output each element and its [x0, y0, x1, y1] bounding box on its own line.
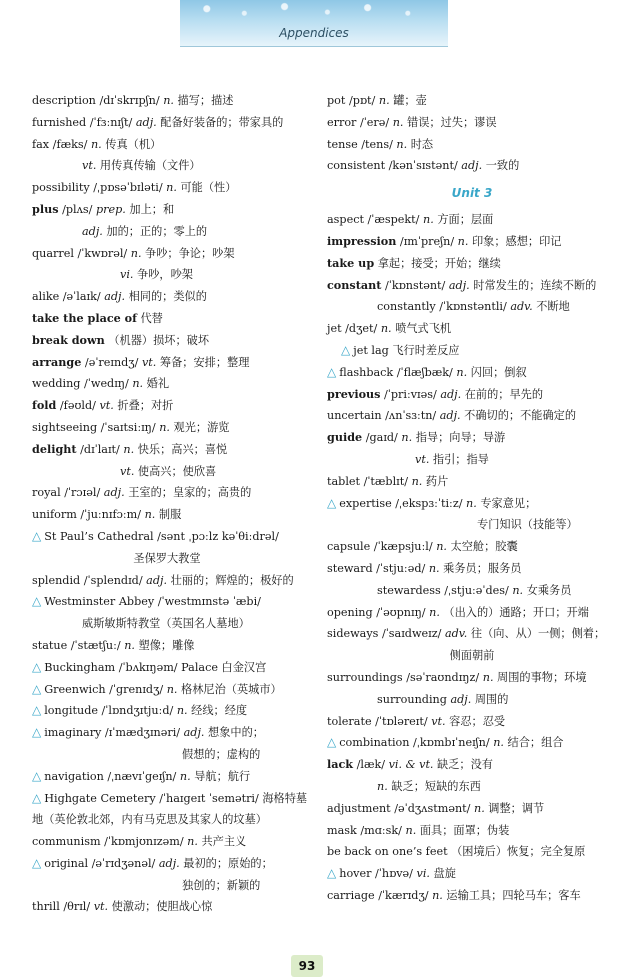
vocab-entry: [32, 352, 302, 374]
headword: be back on one’s feet: [327, 845, 448, 859]
part-of-speech: n.: [377, 779, 388, 793]
vocab-entry: [32, 155, 302, 177]
definition: 想象中的；: [204, 726, 264, 740]
headword: adjustment /əˈdʒʌstmənt/: [327, 801, 474, 815]
vocab-entry: [32, 286, 302, 308]
definition: 最初的；原始的；: [179, 856, 273, 870]
headword: mask /mɑːsk/: [327, 823, 406, 837]
vocab-entry: [32, 199, 302, 221]
vocab-entry: [32, 221, 302, 243]
headword: sideways /ˈsaɪdweɪz/: [327, 627, 445, 641]
headword: possibility /ˌpɒsəˈbɪləti/: [32, 181, 167, 195]
headword: tablet /ˈtæblɪt/: [327, 474, 412, 488]
phonetic: /ɪmˈpreʃn/: [396, 234, 458, 248]
headword: St Paul’s Cathedral /sənt ˌpɔːlz kəˈθiːdrəl/: [44, 529, 279, 543]
definition: 制服: [155, 508, 182, 522]
part-of-speech: n.: [401, 431, 413, 445]
definition: 使高兴；使欣喜: [134, 464, 217, 478]
headword: guide: [327, 430, 363, 445]
part-of-speech: adj.: [461, 159, 483, 173]
vocab-entry: [327, 253, 617, 275]
definition: 一致的: [482, 159, 520, 173]
definition: 假想的；虚构的: [182, 747, 261, 761]
part-of-speech: n.: [466, 496, 477, 510]
part-of-speech: adj.: [450, 692, 472, 706]
definition: 专家意见；: [476, 496, 537, 510]
right-column: [327, 90, 617, 907]
vocab-entry: [327, 732, 617, 754]
definition: 印象；感想；印记: [468, 234, 562, 248]
definition: 周围的: [471, 692, 509, 706]
definition: 争吵；争论；吵架: [141, 246, 235, 260]
vocab-entry: [32, 264, 302, 286]
optional-word-triangle-icon: △: [32, 703, 42, 718]
vocab-entry: [32, 570, 302, 592]
part-of-speech: n.: [432, 888, 443, 902]
part-of-speech: n.: [90, 137, 102, 151]
headword: fax /fæks/: [32, 137, 91, 151]
definition: 可能（性）: [176, 181, 237, 195]
part-of-speech: n.: [482, 670, 494, 684]
headword: quarrel /ˈkwɒrəl/: [32, 246, 131, 260]
headword: consistent /kənˈsɪstənt/: [327, 159, 462, 173]
definition: 相同的；类似的: [125, 290, 207, 304]
vocab-entry: [327, 558, 617, 580]
vocab-entry: [327, 711, 617, 733]
vocab-entry: [32, 112, 302, 134]
part-of-speech: n.: [176, 704, 188, 718]
headword: wedding /ˈwedɪŋ/: [32, 377, 133, 391]
definition: 导航；航行: [190, 769, 251, 783]
unit-heading: Unit 3: [451, 186, 493, 201]
headword: steward /ˈstjuːəd/: [327, 561, 429, 575]
definition: 经线；经度: [187, 704, 248, 718]
vocab-entry: [32, 875, 302, 897]
vocab-entry: [327, 623, 617, 645]
part-of-speech: n.: [457, 234, 469, 248]
part-of-speech: n.: [144, 508, 156, 522]
definition: 侧面朝前: [449, 649, 495, 663]
vocab-entry: [327, 885, 617, 907]
vocab-entry: [327, 90, 617, 112]
headword: aspect /ˈæspekt/: [327, 213, 423, 227]
definition: 塑像；雕像: [134, 638, 195, 652]
part-of-speech: vt.: [120, 464, 135, 478]
part-of-speech: n.: [512, 583, 524, 597]
part-of-speech: n.: [456, 365, 468, 379]
vocab-entry: [327, 580, 617, 602]
optional-word-triangle-icon: △: [32, 725, 42, 740]
vocab-entry: [32, 896, 302, 918]
vocab-entry: [32, 831, 302, 853]
vocab-entry: [32, 395, 302, 417]
headword: capsule /ˈkæpsjuːl/: [327, 540, 437, 554]
vocab-entry: [327, 209, 617, 231]
vocab-entry: [32, 308, 302, 330]
vocab-entry: [327, 384, 617, 406]
vocab-entry: [32, 134, 302, 156]
left-column: [32, 90, 308, 918]
definition: 王室的；皇家的；高贵的: [124, 486, 252, 500]
vocab-entry: [32, 766, 302, 788]
definition: 女乘务员: [523, 583, 572, 597]
headword: splendid /ˈsplendɪd/: [32, 573, 147, 587]
headword: uncertain /ʌnˈsɜːtn/: [327, 409, 440, 423]
vocab-entry: [327, 296, 617, 318]
headword: impression: [327, 233, 397, 248]
definition: 往（向、从）一侧；侧着；: [467, 627, 606, 641]
headword: carriage /ˈkærɪdʒ/: [327, 888, 433, 902]
definition: 威斯敏斯特教堂（英国名人墓地）: [82, 617, 250, 631]
definition: 运输工具；四轮马车；客车: [442, 888, 581, 902]
definition: 专门知识（技能等）: [477, 518, 578, 532]
vocab-entry: [32, 504, 302, 526]
part-of-speech: n.: [411, 474, 423, 488]
definition: （机器）损坏；破坏: [104, 333, 210, 347]
vocab-entry: [327, 155, 617, 177]
phonetic: /gaɪd/: [362, 431, 402, 445]
definition: 不断地: [532, 300, 570, 314]
headword: flashback /ˈflæʃbæk/: [339, 365, 457, 379]
part-of-speech: adj.: [135, 115, 157, 129]
part-of-speech: vt.: [141, 355, 157, 369]
definition: 周围的事物；环境: [493, 670, 587, 684]
headword: error /ˈerə/: [327, 115, 393, 129]
headword: uniform /ˈjuːnɪfɔːm/: [32, 508, 145, 522]
headword: jet lag: [353, 343, 389, 357]
part-of-speech: vt.: [431, 714, 446, 728]
part-of-speech: n.: [378, 94, 390, 107]
definition: 圣保罗大教堂: [133, 551, 201, 565]
headword: sightseeing /ˈsaɪtsiːɪŋ/: [32, 420, 160, 434]
headword: communism /ˈkɒmjʊnɪzəm/: [32, 835, 188, 849]
part-of-speech: n.: [380, 322, 392, 336]
vocab-entry: [32, 591, 302, 613]
definition: 快乐；高兴；喜悦: [134, 442, 228, 456]
part-of-speech: adj.: [448, 278, 470, 292]
vocab-entry: [327, 514, 617, 536]
part-of-speech: n.: [473, 801, 485, 815]
vocab-entry: [32, 417, 302, 439]
phonetic: /læk/: [353, 758, 389, 772]
headword: longitude /ˈlɒndʒɪtjuːd/: [44, 704, 177, 718]
vocab-entry: [32, 613, 302, 635]
phonetic: /əˈreɪndʒ/: [81, 355, 142, 369]
part-of-speech: n.: [428, 561, 440, 575]
optional-word-triangle-icon: △: [327, 735, 337, 750]
vocab-entry: [32, 243, 302, 265]
vocab-entry: [327, 340, 617, 362]
part-of-speech: adv.: [444, 627, 468, 641]
vocab-entry: [327, 275, 617, 297]
headword: constantly /ˈkɒnstəntli/: [377, 300, 511, 314]
part-of-speech: vi.: [416, 867, 430, 881]
definition: 盘旋: [429, 867, 456, 881]
vocab-entry: [32, 526, 302, 548]
part-of-speech: adj.: [158, 856, 180, 870]
definition: 用传真传输（文件）: [96, 159, 201, 173]
vocab-entry: [32, 482, 302, 504]
part-of-speech: n.: [187, 835, 198, 849]
headword: royal /ˈrɔɪəl/: [32, 486, 104, 500]
phonetic: /ˈkɒnstənt/: [381, 278, 449, 292]
headword: alike /əˈlaɪk/: [32, 290, 105, 304]
part-of-speech: n.: [123, 442, 135, 456]
definition: 缺乏；没有: [433, 758, 493, 772]
phonetic: /ˈpriːvɪəs/: [380, 387, 441, 401]
vocab-entry: [327, 863, 617, 885]
optional-word-triangle-icon: △: [32, 768, 42, 783]
definition: 观光；游览: [169, 420, 230, 434]
part-of-speech: n.: [166, 682, 178, 696]
headword: Highgate Cemetery /ˈhaɪgeɪt ˈsemətri/: [44, 791, 259, 805]
headword: plus: [32, 201, 59, 216]
definition: 描写；描述: [173, 94, 234, 107]
definition: 婚礼: [143, 377, 170, 391]
definition: 独创的；新颖的: [182, 878, 261, 892]
headword: surroundings /səˈraʊndɪŋz/: [327, 670, 483, 684]
headword: take the place of: [32, 310, 137, 325]
definition: 折叠；对折: [113, 399, 174, 413]
vocab-entry: [327, 449, 617, 471]
optional-word-triangle-icon: △: [341, 342, 351, 357]
definition: 加的；正的；零上的: [102, 224, 208, 238]
definition: 海格特墓: [258, 791, 308, 805]
headword: statue /ˈstætʃuː/: [32, 638, 125, 652]
definition: 共产主义: [197, 835, 247, 849]
vocab-entry: [327, 602, 617, 624]
vocab-entry: [32, 90, 302, 112]
right-column-top: [327, 90, 617, 177]
definition: 闪回；倒叙: [467, 365, 527, 379]
vocab-entry: [327, 493, 617, 515]
headword: previous: [327, 386, 381, 401]
definition: 在前的；早先的: [461, 387, 544, 401]
part-of-speech: n.: [493, 736, 504, 750]
vocab-entry: [32, 788, 308, 810]
headword: opening /ˈəʊpnɪŋ/: [327, 605, 430, 619]
vocab-entry: [327, 536, 617, 558]
part-of-speech: adj.: [104, 290, 126, 304]
part-of-speech: vt.: [93, 900, 109, 914]
optional-word-triangle-icon: △: [327, 364, 337, 379]
headword: Buckingham /ˈbʌkɪŋəm/ Palace: [44, 660, 218, 674]
definition: 拿起；接受；开始；继续: [374, 256, 501, 270]
part-of-speech: n.: [179, 769, 191, 783]
headword: constant: [327, 277, 382, 292]
part-of-speech: n.: [163, 94, 174, 107]
right-column-bottom: [327, 209, 617, 907]
vocab-entry: [327, 689, 617, 711]
header-title: Appendices: [279, 26, 349, 40]
headword: tolerate /ˈtɒləreɪt/: [327, 714, 432, 728]
vocab-entry: [32, 635, 302, 657]
part-of-speech: n.: [436, 540, 447, 554]
optional-word-triangle-icon: △: [32, 528, 42, 543]
part-of-speech: vt.: [415, 452, 430, 466]
vocab-entry: [32, 461, 302, 483]
vocab-entry: [327, 667, 617, 689]
water-drops-decoration: [180, 0, 448, 22]
definition: 使激动；使胆战心惊: [108, 900, 213, 914]
part-of-speech: adj.: [440, 387, 462, 401]
definition: 格林尼治（英城市）: [177, 682, 282, 696]
headword: Westminster Abbey /ˈwestmɪnstə ˈæbi/: [44, 595, 261, 609]
definition: 太空舱；胶囊: [446, 540, 518, 554]
definition: 方面；层面: [433, 213, 494, 227]
headword: navigation /ˌnævɪˈgeɪʃn/: [44, 769, 180, 783]
part-of-speech: n.: [423, 213, 434, 227]
headword: lack: [327, 757, 354, 772]
phonetic: /fəʊld/: [56, 399, 100, 413]
part-of-speech: adj.: [103, 486, 125, 500]
optional-word-triangle-icon: △: [32, 790, 42, 805]
headword: fold: [32, 398, 57, 413]
definition: 时常发生的；连续不断的: [469, 278, 597, 292]
vocab-entry: [32, 853, 302, 875]
page-number: 93: [291, 955, 323, 977]
headword: pot /pɒt/: [327, 94, 379, 107]
definition: 争吵，吵架: [133, 268, 193, 282]
part-of-speech: vi. & vt.: [388, 758, 434, 772]
part-of-speech: n.: [130, 246, 142, 260]
vocab-entry: [32, 330, 302, 352]
vocab-entry: [32, 722, 302, 744]
optional-word-triangle-icon: △: [327, 866, 337, 881]
definition: 加上；和: [125, 202, 175, 216]
part-of-speech: n.: [159, 420, 170, 434]
headword: tense /tens/: [327, 137, 397, 151]
headword: combination /ˌkɒmbɪˈneɪʃn/: [339, 736, 494, 750]
vocab-entry: [32, 809, 302, 831]
vocab-entry: [327, 754, 617, 776]
optional-word-triangle-icon: △: [32, 855, 42, 870]
part-of-speech: vt.: [82, 159, 97, 173]
optional-word-triangle-icon: △: [32, 659, 42, 674]
optional-word-triangle-icon: △: [32, 594, 42, 609]
definition: 配备好装备的；带家具的: [156, 115, 284, 129]
definition: 代替: [136, 311, 163, 325]
optional-word-triangle-icon: △: [32, 681, 42, 696]
part-of-speech: n.: [405, 823, 417, 837]
part-of-speech: adj.: [82, 224, 103, 238]
definition: 调整；调节: [484, 801, 545, 815]
definition: 容忍；忍受: [445, 714, 506, 728]
phonetic: /dɪˈlaɪt/: [76, 442, 124, 456]
part-of-speech: adj.: [183, 726, 205, 740]
definition: 不确切的；不能确定的: [460, 409, 577, 423]
vocab-entry: [327, 231, 617, 253]
part-of-speech: prep.: [95, 202, 126, 216]
headword: arrange: [32, 354, 82, 369]
phonetic: /plʌs/: [58, 202, 96, 216]
vocab-entry: [327, 134, 617, 156]
headword: jet /dʒet/: [327, 322, 381, 336]
vocab-entry: [327, 798, 617, 820]
headword: stewardess /ˌstjuːəˈdes/: [377, 583, 513, 597]
definition: 指引；指导: [429, 452, 489, 466]
vocab-entry: [327, 427, 617, 449]
headword: furnished /ˈfɜːnɪʃt/: [32, 115, 136, 129]
headword: delight: [32, 441, 77, 456]
definition: 时态: [407, 137, 434, 151]
headword: take up: [327, 255, 375, 270]
headword: hover /ˈhɒvə/: [339, 867, 417, 881]
part-of-speech: n.: [132, 377, 144, 391]
optional-word-triangle-icon: △: [327, 495, 337, 510]
vocab-entry: [327, 112, 617, 134]
part-of-speech: n.: [166, 181, 177, 195]
part-of-speech: n.: [124, 638, 135, 652]
part-of-speech: adj.: [439, 409, 461, 423]
vocab-entry: [327, 362, 617, 384]
vocab-entry: [32, 439, 302, 461]
part-of-speech: adv.: [510, 300, 533, 314]
definition: 传真（机）: [101, 137, 162, 151]
part-of-speech: n.: [429, 605, 440, 619]
vocab-entry: [32, 177, 302, 199]
vocab-entry: [327, 318, 617, 340]
headword: Greenwich /ˈgrenɪdʒ/: [44, 682, 167, 696]
headword: break down: [32, 332, 105, 347]
vocab-entry: [327, 841, 617, 863]
definition: 喷气式飞机: [391, 322, 452, 336]
definition: 壮丽的；辉煌的；极好的: [167, 573, 294, 587]
part-of-speech: vt.: [99, 399, 114, 413]
definition: 指导；向导；导游: [412, 431, 506, 445]
definition: 面具；面罩；伪装: [416, 823, 510, 837]
definition: 结合；组合: [503, 736, 564, 750]
definition: 白金汉宫: [217, 660, 267, 674]
vocab-entry: [327, 820, 617, 842]
vocab-entry: [32, 373, 302, 395]
headword: expertise /ˌekspɜːˈtiːz/: [339, 496, 467, 510]
vocab-entry: [32, 744, 302, 766]
definition: 乘务员；服务员: [439, 561, 522, 575]
definition: 地（英伦敦北郊，内有马克思及其家人的坟墓）: [32, 813, 267, 827]
definition: 缺乏；短缺的东西: [387, 779, 481, 793]
vocab-entry: [32, 548, 302, 570]
part-of-speech: n.: [392, 115, 404, 129]
header-banner: [180, 0, 448, 47]
headword: original /əˈrɪdʒənəl/: [44, 856, 159, 870]
part-of-speech: adj.: [146, 573, 168, 587]
definition: 罐；壶: [389, 94, 427, 107]
part-of-speech: vi.: [120, 268, 134, 282]
part-of-speech: n.: [396, 137, 408, 151]
vocab-entry: [32, 657, 302, 679]
definition: （出入的）通路；开口；开端: [439, 605, 589, 619]
headword: imaginary /ɪˈmædʒɪnəri/: [44, 726, 184, 740]
vocab-entry: [327, 776, 617, 798]
definition: 飞行时差反应: [388, 343, 460, 357]
definition: 药片: [422, 474, 449, 488]
vocab-entry: [32, 700, 302, 722]
headword: thrill /θrɪl/: [32, 900, 94, 914]
headword: description /dɪˈskrɪpʃn/: [32, 94, 164, 107]
headword: surrounding: [377, 692, 451, 706]
vocab-entry: [327, 645, 617, 667]
definition: 错误；过失；谬误: [403, 115, 497, 129]
vocab-entry: [32, 679, 302, 701]
definition: （困境后）恢复；完全复原: [447, 845, 586, 859]
definition: 筹备；安排；整理: [156, 355, 250, 369]
vocab-entry: [327, 405, 617, 427]
vocab-entry: [327, 471, 617, 493]
